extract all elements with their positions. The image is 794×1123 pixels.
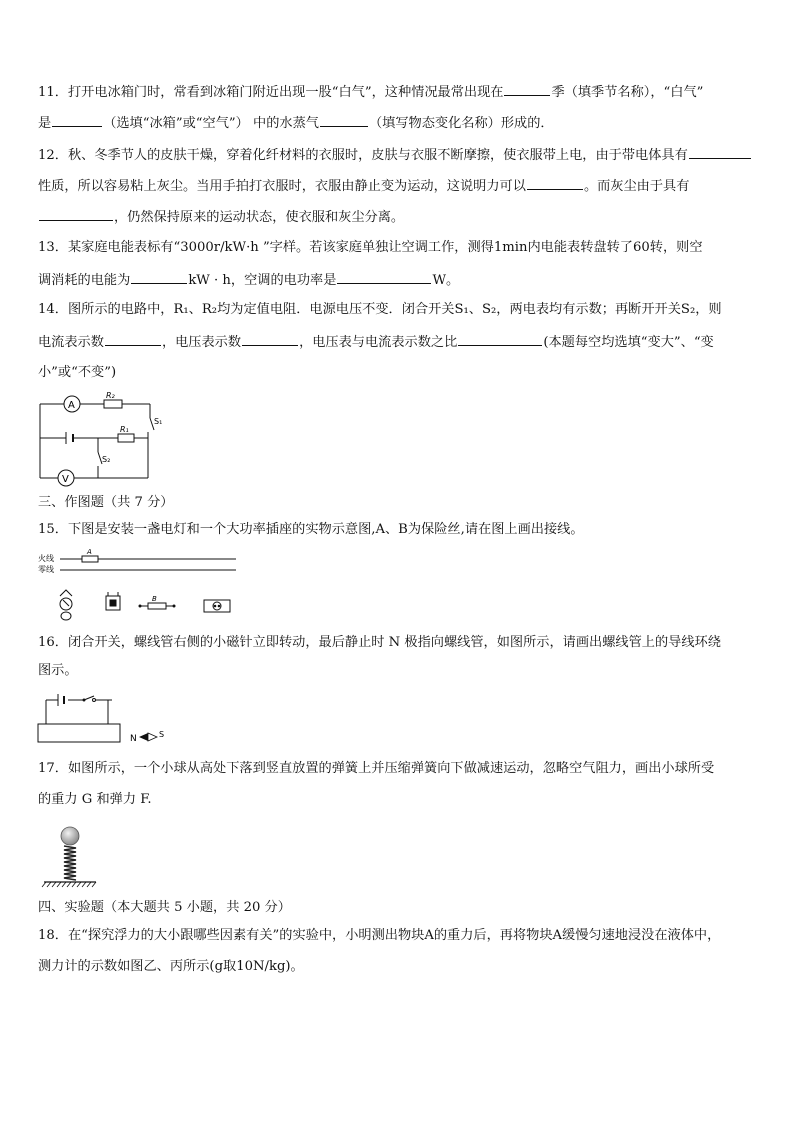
q15-line-1 xyxy=(38,521,584,539)
section-3-heading xyxy=(38,494,173,512)
q14-text: 14．图所示的电路中，R₁、R₂均为定值电阻．电源电压不变．闭合开关S₁、S₂，两电表均有示数；再断开开关S₂，则 xyxy=(38,302,722,317)
q17-line-2 xyxy=(38,791,152,809)
q14-blank-ratio[interactable] xyxy=(458,332,542,346)
q14-line-1 xyxy=(38,301,722,319)
q14-text: ，电压表示数 xyxy=(161,335,242,350)
q11-text: （填写物态变化名称）形成的． xyxy=(368,116,554,131)
section-3-title: 三、作图题（共 7 分） xyxy=(38,495,174,510)
q14-blank-current[interactable] xyxy=(105,332,161,346)
q18-line-2 xyxy=(38,958,304,976)
resistor-r2 xyxy=(104,400,122,408)
ball xyxy=(61,827,79,845)
q12-text: 性质，所以容易粘上灰尘。当用手拍打衣服时，衣服由静止变为运动，这说明力可以 xyxy=(38,179,526,194)
compass-needle-n xyxy=(139,733,148,741)
lamp-icon xyxy=(60,590,72,620)
q14-line-2 xyxy=(38,332,714,352)
resistor-r1 xyxy=(118,434,134,442)
q18-text: 测力计的示数如图乙、丙所示(g取10N/kg)。 xyxy=(38,959,304,974)
q13-text: 调消耗的电能为 xyxy=(38,273,131,288)
q16-text: 16．闭合开关，螺线管右侧的小磁针立即转动，最后静止时 N 极指向螺线管，如图所示，请画出螺线管上的导线环绕 xyxy=(38,635,721,650)
q12-blank-3[interactable] xyxy=(39,207,113,221)
q18-text: 18．在“探究浮力的大小跟哪些因素有关”的实验中，小明测出物块A的重力后，再将物块A缓慢匀速地浸没在液体中， xyxy=(38,928,721,943)
q12-line-1 xyxy=(38,145,752,165)
q11-text: 季（填季节名称），“白气” xyxy=(551,85,704,100)
q14-blank-voltage[interactable] xyxy=(242,332,298,346)
q12-text: 。而灰尘由于具有 xyxy=(583,179,690,194)
s1-label: S₁ xyxy=(154,417,163,426)
q14-text: 小”或“不变”) xyxy=(38,365,117,380)
section-4-title: 四、实验题（本大题共 5 小题，共 20 分） xyxy=(38,900,291,915)
socket-icon xyxy=(204,600,230,612)
q12-blank-2[interactable] xyxy=(527,176,583,190)
q13-text: 13．某家庭电能表标有“3000r/kW·h ”字样。若该家庭单独让空调工作，测得1min内电能表转盘转了60转，则空 xyxy=(38,240,703,255)
q17-text: 17．如图所示，一个小球从高处下落到竖直放置的弹簧上并压缩弹簧向下做减速运动，忽略空气阻力，画出小球所受 xyxy=(38,761,715,776)
q11-text: 是 xyxy=(38,116,52,131)
q11-line-1 xyxy=(38,82,703,102)
q13-line-2 xyxy=(38,270,459,290)
q13-line-1 xyxy=(38,239,703,257)
q16-line-1 xyxy=(38,634,721,652)
needle-n-label: N xyxy=(130,734,137,744)
solenoid xyxy=(38,724,120,742)
q16-line-2 xyxy=(38,662,78,680)
q12-line-2 xyxy=(38,176,689,196)
r2-label: R₂ xyxy=(106,391,115,400)
neutral-wire-label: 零线 xyxy=(38,565,54,574)
fuse-b-label: B xyxy=(152,595,157,603)
q14-text: ，电压表与电流表示数之比 xyxy=(299,335,458,350)
compass-needle-s xyxy=(148,733,157,741)
q12-text: 12．秋、冬季节人的皮肤干燥，穿着化纤材料的衣服时，皮肤与衣服不断摩擦，使衣服带上电，由于带电体具有 xyxy=(38,148,688,163)
fuse-a-label: A xyxy=(87,548,92,556)
q16-solenoid-diagram xyxy=(36,690,186,746)
switch-icon xyxy=(106,592,120,610)
q12-blank-1[interactable] xyxy=(689,145,751,159)
q12-line-3 xyxy=(38,207,404,227)
q14-circuit-diagram xyxy=(36,390,166,490)
needle-s-label: S xyxy=(159,730,165,739)
q13-text: kW · h，空调的电功率是 xyxy=(188,273,337,288)
spring xyxy=(64,846,76,880)
q15-text: 15．下图是安装一盏电灯和一个大功率插座的实物示意图,A、B为保险丝,请在图上画出接线。 xyxy=(38,522,584,537)
q16-text: 图示。 xyxy=(38,663,78,678)
q13-blank-energy[interactable] xyxy=(131,270,187,284)
q18-line-1 xyxy=(38,927,720,945)
voltmeter-label: V xyxy=(62,474,69,485)
q17-ball-spring-diagram xyxy=(40,822,100,888)
fuse-b xyxy=(139,603,176,609)
q14-text: 电流表示数 xyxy=(38,335,104,350)
q11-line-2 xyxy=(38,113,554,133)
fuse-a xyxy=(82,556,98,562)
q14-line-3 xyxy=(38,364,116,382)
r1-label: R₁ xyxy=(120,425,129,434)
live-wire-label: 火线 xyxy=(38,554,54,563)
q13-text: W。 xyxy=(432,273,460,288)
q11-text: （选填“冰箱”或“空气”） 中的水蒸气 xyxy=(103,116,319,131)
q14-text: (本题每空均选填“变大”、“变 xyxy=(543,335,714,350)
s2-label: S₂ xyxy=(102,455,111,464)
q15-wiring-diagram xyxy=(36,548,246,624)
q13-blank-power[interactable] xyxy=(337,270,431,284)
section-4-heading xyxy=(38,899,291,917)
q11-blank-change[interactable] xyxy=(320,113,368,127)
q17-line-1 xyxy=(38,760,714,778)
ammeter-label: A xyxy=(68,400,75,411)
q17-text: 的重力 G 和弹力 F. xyxy=(38,792,152,807)
q11-text: 11．打开电冰箱门时，常看到冰箱门附近出现一股“白气”，这种情况最常出现在 xyxy=(38,85,504,100)
q11-blank-source[interactable] xyxy=(52,113,102,127)
q11-blank-season[interactable] xyxy=(504,82,550,96)
q12-text: ，仍然保持原来的运动状态，使衣服和灰尘分离。 xyxy=(114,210,405,225)
